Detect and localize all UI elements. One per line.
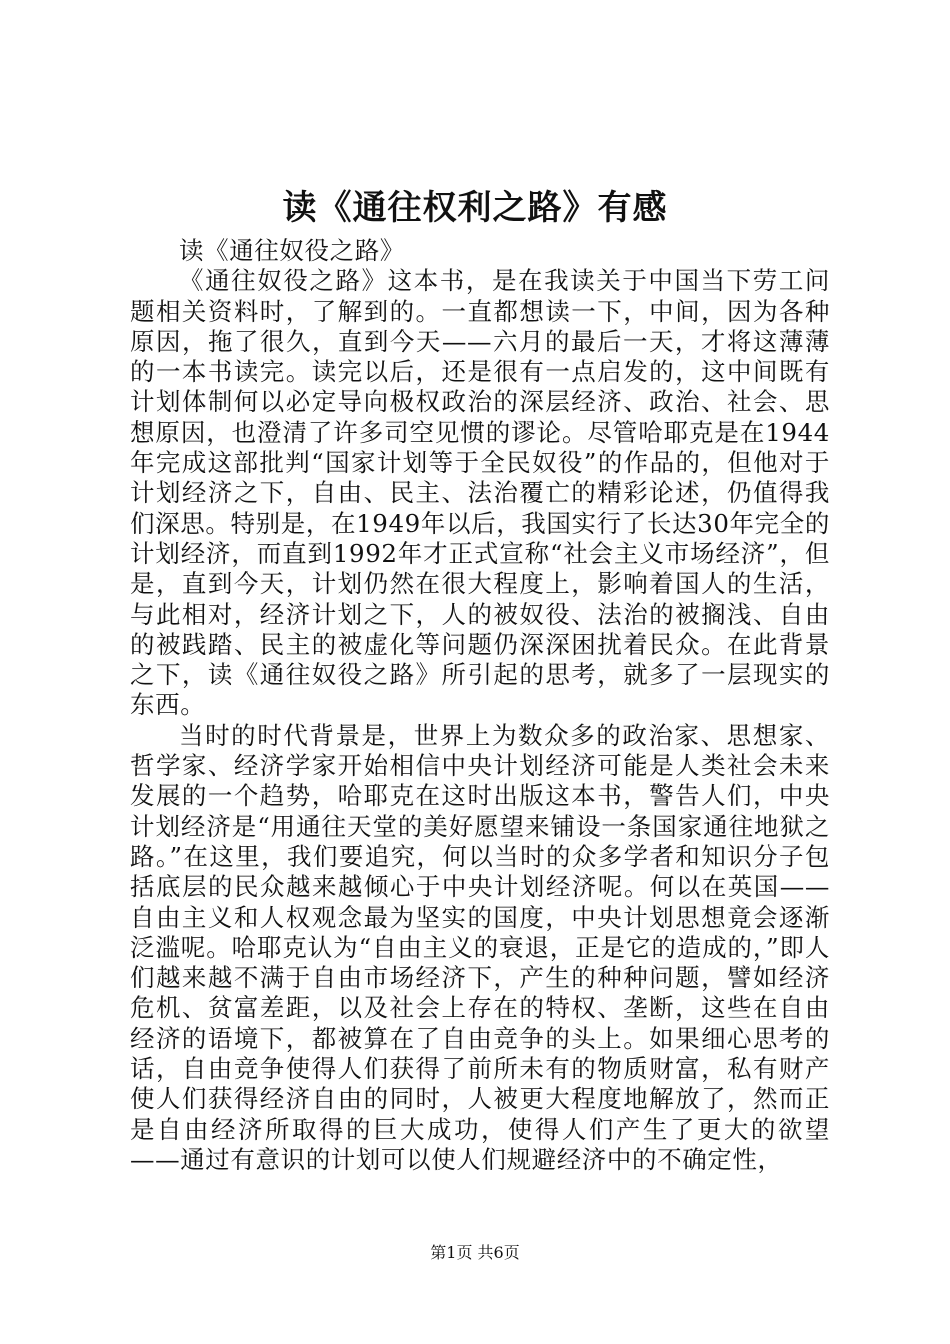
paragraph: 《通往奴役之路》这本书，是在我读关于中国当下劳工问题相关资料时，了解到的。一直都想读一下，中间，因为各种原因，拖了很久，直到今天——六月的最后一天，才将这薄薄的一本书读完。读完以后，还是很有一点启发的，这中间既有计划体制何以必定导向极权政治的深层经济、政治、社会、思想原因，也澄清了许多司空见惯的谬论。尽管哈耶克是在1944年完成这部批判“国家计划等于全民奴役”的作品的，但他对于计划经济之下，自由、民主、法治覆亡的精彩论述，仍值得我们深思。特别是，在1949年以后，我国实行了长达30年完全的计划经济，而直到1992年才正式宣称“社会主义市场经济”，但是，直到今天，计划仍然在很大程度上，影响着国人的生活，与此相对，经济计划之下，人的被奴役、法治的被搁浅、自由的被践踏、民主的被虚化等问题仍深深困扰着民众。在此背景之下，读《通往奴役之路》所引起的思考，就多了一层现实的东西。 <box>130 266 830 720</box>
subtitle-line: 读《通往奴役之路》 <box>179 236 405 265</box>
page-number-footer: 第1页 共6页 <box>430 1243 520 1262</box>
document-body <box>130 236 830 1175</box>
document-title: 读《通往权利之路》有感 <box>282 188 668 228</box>
paragraph: 当时的时代背景是，世界上为数众多的政治家、思想家、哲学家、经济学家开始相信中央计划经济可能是人类社会未来发展的一个趋势，哈耶克在这时出版这本书，警告人们，中央计划经济是“用通往天堂的美好愿望来铺设一条国家通往地狱之路。”在这里，我们要追究，何以当时的众多学者和知识分子包括底层的民众越来越倾心于中央计划经济呢。何以在英国——自由主义和人权观念最为坚实的国度，中央计划思想竟会逐渐泛滥呢。哈耶克认为“自由主义的衰退，正是它的造成的，”即人们越来越不满于自由市场经济下，产生的种种问题，譬如经济危机、贫富差距，以及社会上存在的特权、垄断，这些在自由经济的语境下，都被算在了自由竞争的头上。如果细心思考的话，自由竞争使得人们获得了前所未有的物质财富，私有财产使人们获得经济自由的同时，人被更大程度地解放了，然而正是自由经济所取得的巨大成功，使得人们产生了更大的欲望——通过有意识的计划可以使人们规避经济中的不确定性， <box>130 720 830 1174</box>
